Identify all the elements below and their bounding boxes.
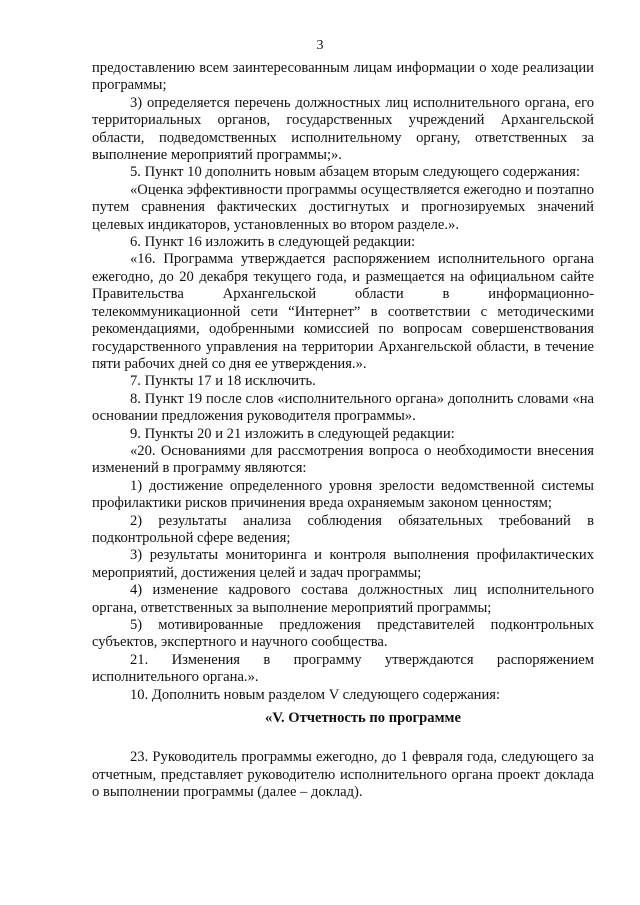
paragraph: «16. Программа утверждается распоряжением исполнительного органа ежегодно, до 20 декабря текущего года, и размещается на официальном сайте Правительства Архангельской области в информационно-телекоммуникационной сети “Интернет” в соответствии с методическими рекомендациями, одобренными комиссией по вопросам совершенствования государственного управления на территории Архангельской области, в течение пяти рабочих дней со дня ее утверждения.». (92, 251, 594, 372)
paragraph: «Оценка эффективности программы осуществляется ежегодно и поэтапно путем сравнения фактических достигнутых и прогнозируемых значений целевых индикаторов, установленных во втором разделе.». (92, 181, 594, 233)
paragraph: 1) достижение определенного уровня зрелости ведомственной системы профилактики рисков причинения вреда охраняемым законом ценностям; (92, 477, 594, 512)
paragraph: предоставлению всем заинтересованным лицам информации о ходе реализации программы; (92, 60, 594, 94)
paragraph: 21. Изменения в программу утверждаются распоряжением исполнительного органа.». (92, 651, 594, 686)
paragraph: 9. Пункты 20 и 21 изложить в следующей редакции: (130, 425, 455, 442)
paragraph: 3) определяется перечень должностных лиц исполнительного органа, его территориальных органов, государственных учреждений Архангельской области, подведомственных исполнительному органу, ответственных за выполнение мероприятий программы;». (92, 94, 594, 164)
paragraph: 6. Пункт 16 изложить в следующей редакции: (130, 234, 416, 251)
paragraph: 5. Пункт 10 дополнить новым абзацем вторым следующего содержания: (130, 164, 581, 181)
paragraph: 8. Пункт 19 после слов «исполнительного органа» дополнить словами «на основании предложения руководителя программы». (92, 390, 594, 425)
section-heading: «V. Отчетность по программе (265, 710, 461, 727)
page-number: 3 (316, 38, 324, 53)
paragraph: 10. Дополнить новым разделом V следующего содержания: (130, 686, 501, 703)
paragraph: 2) результаты анализа соблюдения обязательных требований в подконтрольной сфере ведения; (92, 512, 594, 546)
paragraph: 4) изменение кадрового состава должностных лиц исполнительного органа, ответственных за выполнение мероприятий программы; (92, 582, 594, 616)
paragraph: 3) результаты мониторинга и контроля выполнения профилактических мероприятий, достижения целей и задач программы; (92, 547, 594, 581)
paragraph: 5) мотивированные предложения представителей подконтрольных субъектов, экспертного и научного сообщества. (92, 617, 594, 651)
document-body (92, 60, 594, 802)
paragraph: 23. Руководитель программы ежегодно, до 1 февраля года, следующего за отчетным, представляет руководителю исполнительного органа проект доклада о выполнении программы (далее – доклад). (92, 749, 594, 801)
paragraph: 7. Пункты 17 и 18 исключить. (130, 373, 316, 390)
paragraph: «20. Основаниями для рассмотрения вопроса о необходимости внесения изменений в программу являются: (92, 442, 594, 477)
